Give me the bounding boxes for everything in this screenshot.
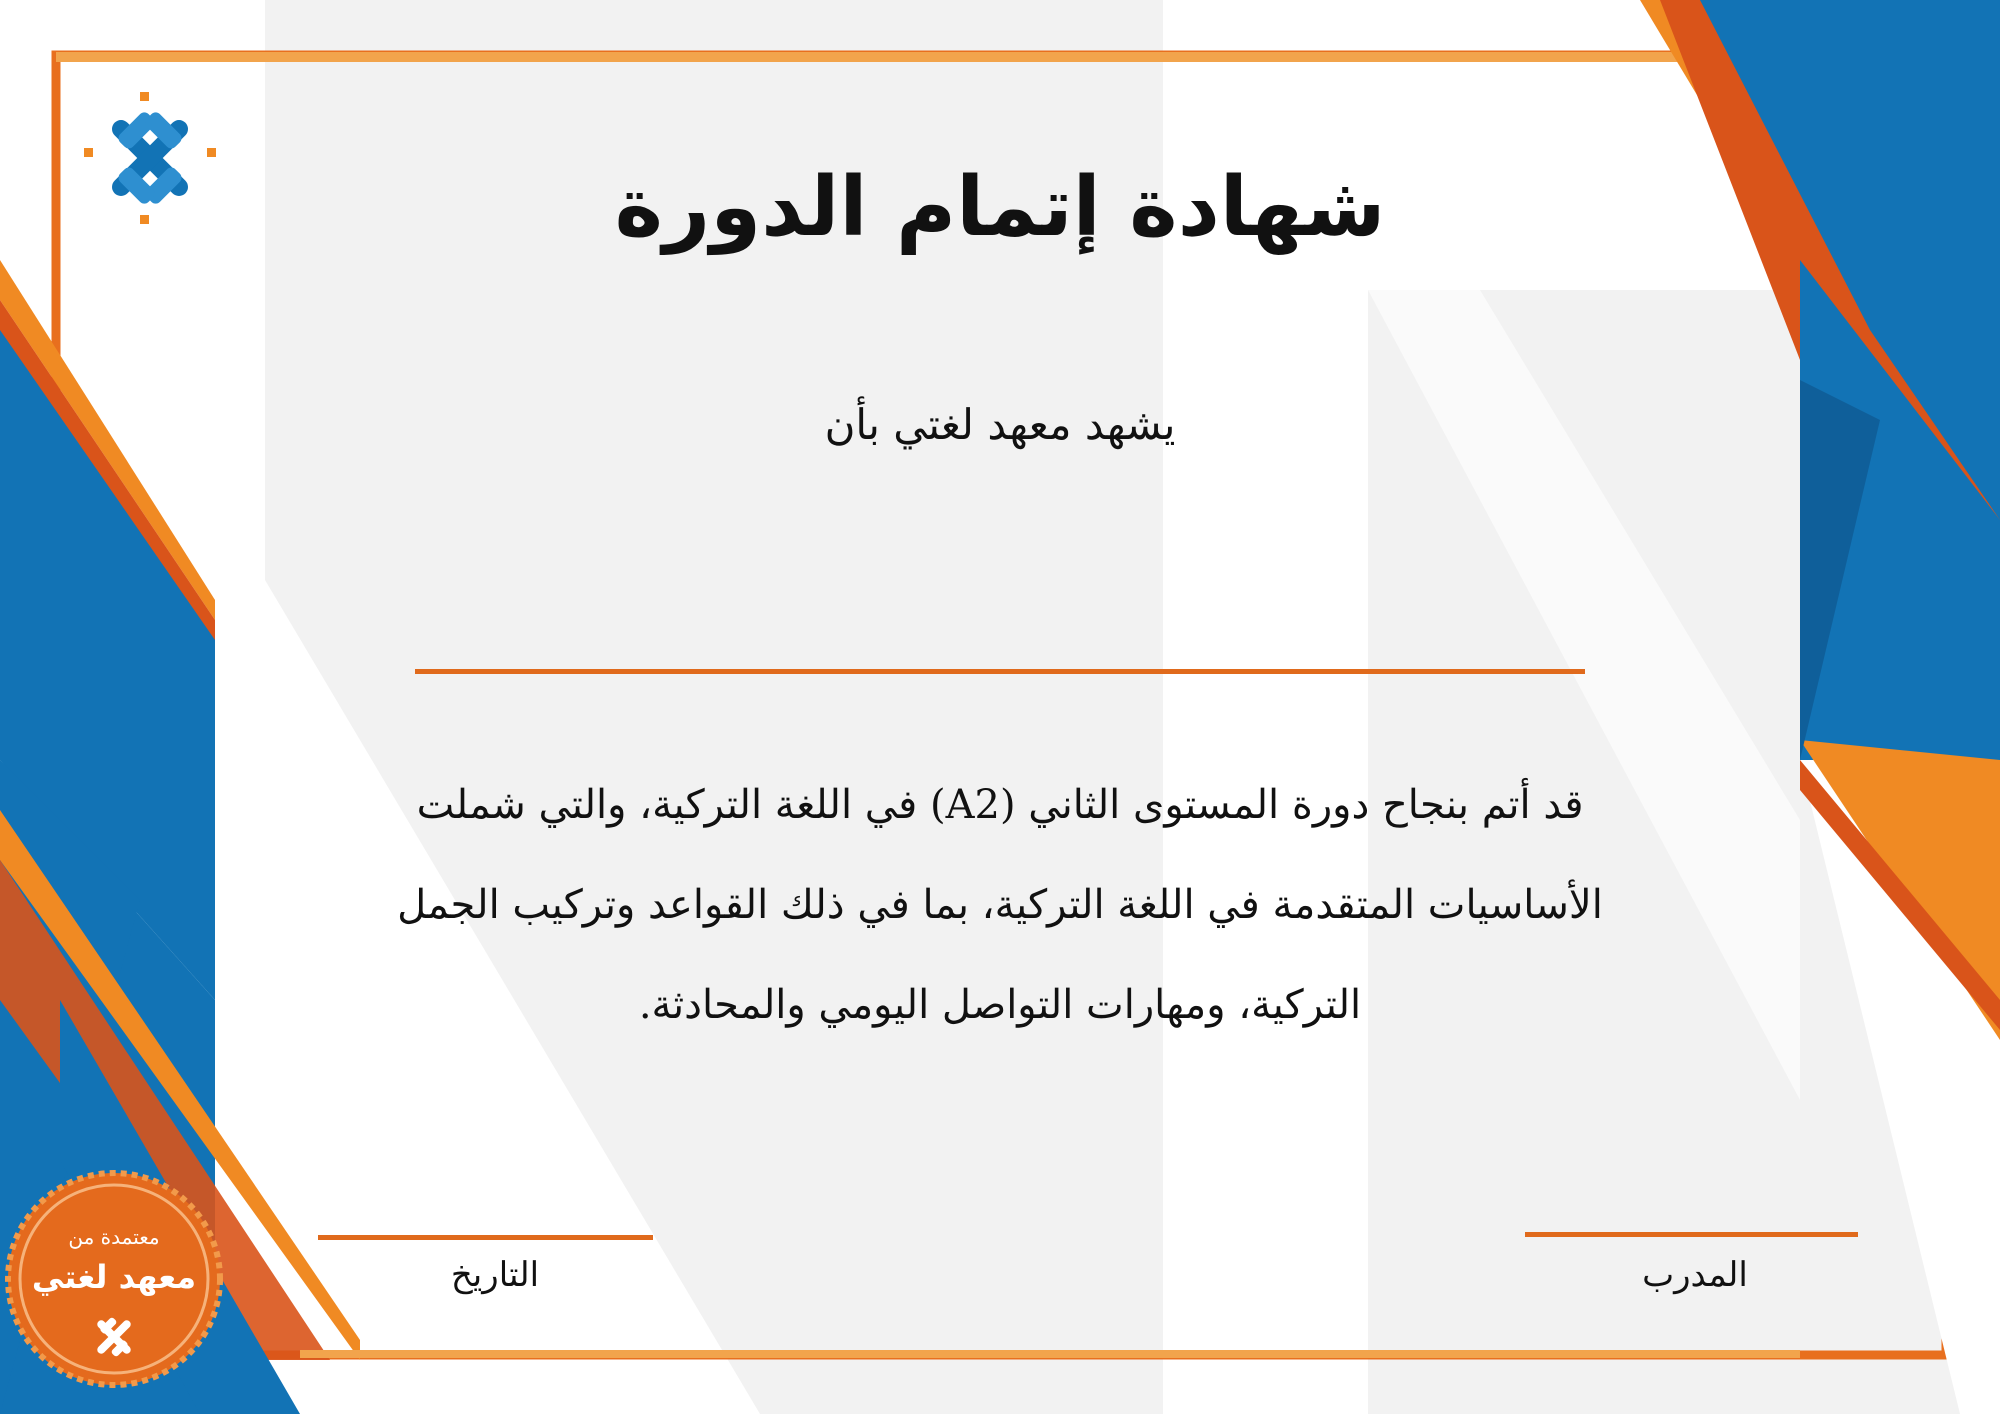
body-line: الأساسيات المتقدمة في اللغة التركية، بما في ذلك القواعد وتركيب الجمل <box>397 882 1603 928</box>
recipient-name-line <box>415 669 1585 674</box>
certificate-title: شهادة إتمام الدورة <box>614 160 1386 255</box>
accreditation-seal-icon <box>0 1165 228 1393</box>
certificate-subtitle: يشهد معهد لغتي بأن <box>824 400 1176 449</box>
seal-line-1: معتمدة من <box>68 1225 160 1249</box>
body-line: قد أتم بنجاح دورة المستوى الثاني (A2) في اللغة التركية، والتي شملت <box>416 782 1584 828</box>
certificate-body <box>340 755 1660 1055</box>
body-line: التركية، ومهارات التواصل اليومي والمحادثة. <box>638 982 1362 1028</box>
seal-line-2: معهد لغتي <box>31 1258 197 1296</box>
date-label: التاريخ <box>450 1255 540 1295</box>
trainer-label: المدرب <box>1642 1255 1748 1295</box>
trainer-signature-line <box>1525 1232 1858 1237</box>
date-signature-line <box>318 1235 653 1240</box>
